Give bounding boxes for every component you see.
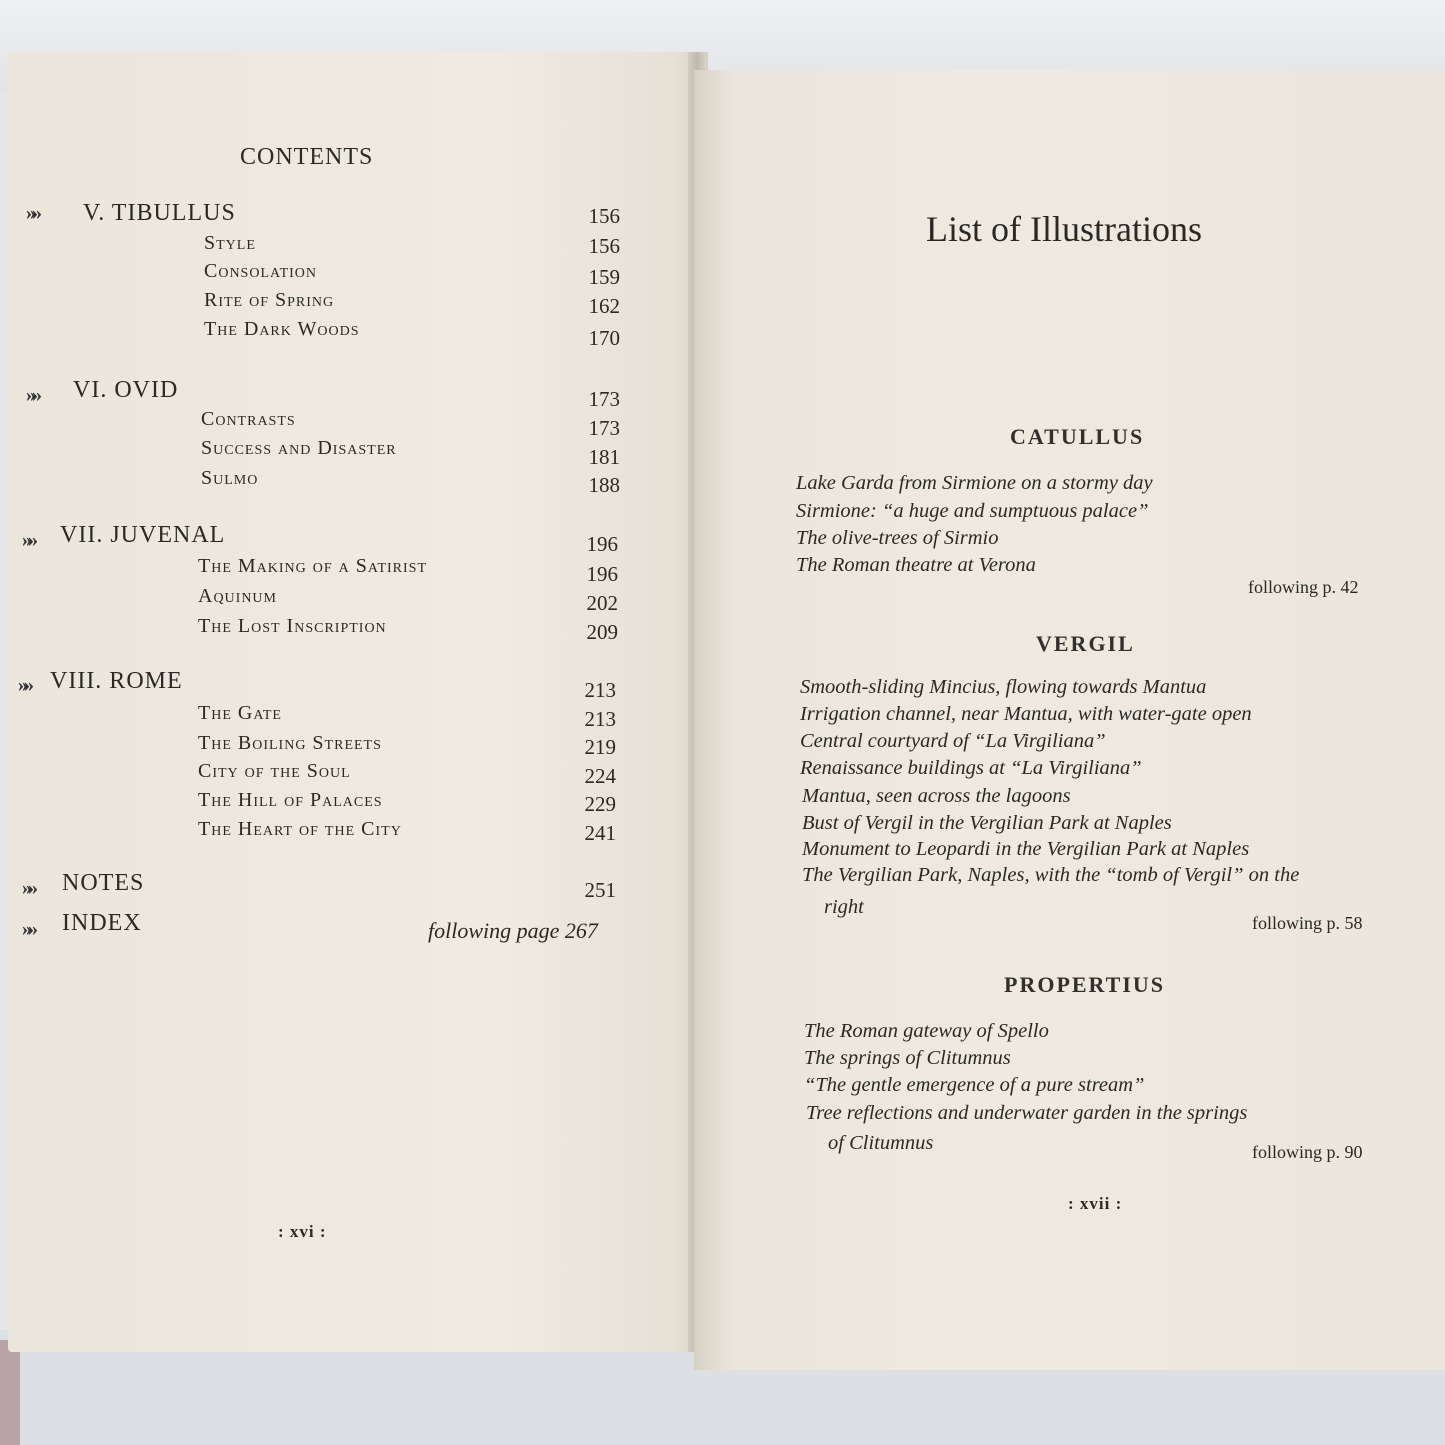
section-page: 209 — [586, 620, 618, 644]
section-page: 173 — [588, 416, 620, 440]
chapter-marker-icon: »» — [18, 674, 30, 696]
index-title: INDEX — [62, 910, 142, 936]
page-folio: : xvi : — [278, 1222, 327, 1241]
group-heading: CATULLUS — [1010, 424, 1145, 449]
section-title: Style — [204, 232, 256, 254]
chapter-title: VIII. ROME — [50, 668, 183, 694]
page-title: List of Illustrations — [926, 209, 1202, 249]
illustration-item: Monument to Leopardi in the Vergilian Park at Naples — [802, 838, 1250, 860]
section-page: 241 — [584, 821, 616, 845]
section-page: 219 — [584, 735, 616, 759]
chapter-title: VII. JUVENAL — [60, 522, 226, 548]
following-page: following p. 42 — [1248, 577, 1359, 597]
section-page: 229 — [584, 792, 616, 816]
illustration-item: Sirmione: “a huge and sumptuous palace” — [796, 500, 1149, 522]
section-page: 170 — [588, 326, 620, 350]
illustration-item: The springs of Clitumnus — [804, 1047, 1011, 1069]
section-page: 196 — [586, 562, 618, 586]
illustration-item: Tree reflections and underwater garden in the springs — [806, 1102, 1248, 1124]
section-title: The Dark Woods — [204, 318, 360, 340]
chapter-marker-icon: »» — [22, 529, 34, 551]
chapter-page: 213 — [584, 678, 616, 702]
contents-heading: CONTENTS — [240, 144, 374, 170]
section-page: 188 — [588, 473, 620, 497]
following-page: following p. 58 — [1252, 913, 1363, 933]
section-title: Consolation — [204, 260, 318, 282]
illustration-item: Smooth-sliding Mincius, flowing towards Mantua — [800, 676, 1207, 698]
section-title: The Hill of Palaces — [198, 789, 383, 811]
section-page: 162 — [588, 294, 620, 318]
section-title: The Making of a Satirist — [198, 555, 428, 577]
illustration-item: “The gentle emergence of a pure stream” — [804, 1074, 1145, 1096]
page-folio: : xvii : — [1068, 1194, 1123, 1213]
chapter-marker-icon: »» — [26, 384, 38, 406]
chapter-page: 156 — [588, 204, 620, 228]
chapter-title: V. TIBULLUS — [83, 200, 236, 226]
group-heading: VERGIL — [1036, 631, 1135, 656]
chapter-marker-icon: »» — [26, 202, 38, 224]
illustration-item: Central courtyard of “La Virgiliana” — [800, 730, 1106, 752]
section-page: 213 — [584, 707, 616, 731]
chapter-title: VI. OVID — [73, 377, 179, 403]
group-heading: PROPERTIUS — [1004, 972, 1166, 997]
section-title: The Heart of the City — [198, 818, 402, 840]
following-page: following p. 90 — [1252, 1142, 1363, 1162]
section-title: City of the Soul — [198, 760, 351, 782]
illustration-item: The Roman theatre at Verona — [796, 554, 1036, 576]
left-page — [8, 52, 708, 1352]
illustration-item: Renaissance buildings at “La Virgiliana” — [800, 757, 1142, 779]
illustration-item: of Clitumnus — [828, 1132, 934, 1154]
right-page — [694, 70, 1445, 1370]
section-title: The Boiling Streets — [198, 732, 382, 754]
section-page: 181 — [588, 445, 620, 469]
chapter-page: 173 — [588, 387, 620, 411]
section-page: 224 — [584, 764, 616, 788]
section-page: 202 — [586, 591, 618, 615]
section-page: 156 — [588, 234, 620, 258]
section-title: The Lost Inscription — [198, 615, 387, 637]
section-title: The Gate — [198, 702, 282, 724]
section-title: Aquinum — [198, 585, 277, 607]
chapter-marker-icon: »» — [22, 877, 34, 899]
illustration-item: The Vergilian Park, Naples, with the “tomb of Vergil” on the — [802, 864, 1300, 886]
section-title: Success and Disaster — [201, 437, 397, 459]
index-page: following page 267 — [428, 918, 598, 943]
notes-page: 251 — [584, 878, 616, 902]
section-page: 159 — [588, 265, 620, 289]
book-cover-edge — [0, 1340, 20, 1445]
illustration-item: Bust of Vergil in the Vergilian Park at Naples — [802, 812, 1172, 834]
section-title: Rite of Spring — [204, 289, 335, 311]
illustration-item: The olive-trees of Sirmio — [796, 527, 999, 549]
illustration-item: The Roman gateway of Spello — [804, 1020, 1049, 1042]
notes-title: NOTES — [62, 870, 145, 896]
illustration-item: Lake Garda from Sirmione on a stormy day — [796, 472, 1153, 494]
chapter-page: 196 — [586, 532, 618, 556]
section-title: Contrasts — [201, 408, 296, 430]
section-title: Sulmo — [201, 467, 259, 489]
illustration-item: Irrigation channel, near Mantua, with water-gate open — [800, 703, 1252, 725]
chapter-marker-icon: »» — [22, 918, 34, 940]
illustration-item: Mantua, seen across the lagoons — [802, 785, 1071, 807]
illustration-item: right — [824, 896, 864, 918]
